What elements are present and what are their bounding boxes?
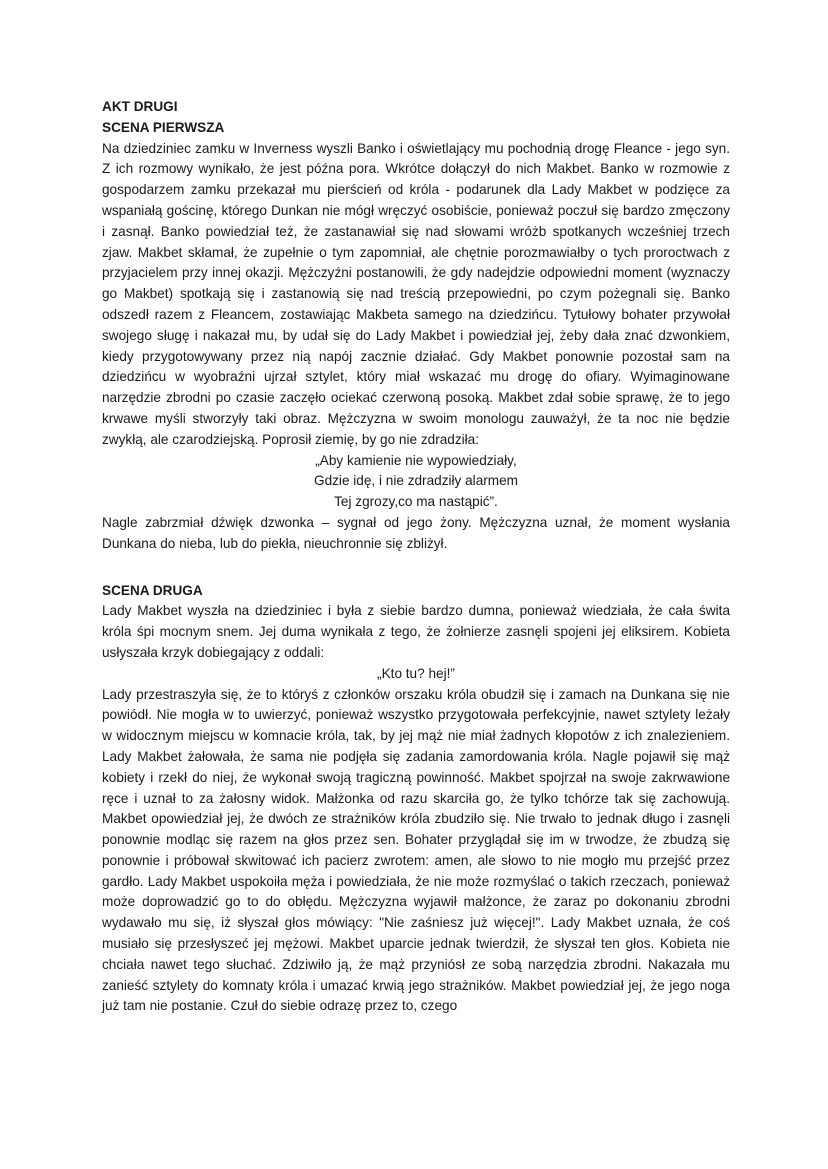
- scene-2-quote: „Kto tu? hej!”: [377, 665, 455, 681]
- scene-2-paragraph-1: Lady Makbet wyszła na dziedziniec i była z siebie bardzo dumna, ponieważ wiedziała, że cała świta króla śpi mocnym snem. Jej duma wynikała z tego, że żołnierze zasnęli spojeni jej eliksirem. Kobieta usłyszała krzyk dobiegający z oddali:: [102, 603, 730, 660]
- scene-1-quote-line-3: Tej zgrozy,co ma nastąpić”.: [334, 494, 498, 510]
- act-title: AKT DRUGI: [102, 99, 178, 114]
- scene-2-title: SCENA DRUGA: [102, 582, 203, 598]
- scene-1-quote-line-1: „Aby kamienie nie wypowiedziały,: [315, 452, 517, 468]
- scene-1-title: SCENA PIERWSZA: [102, 119, 225, 135]
- scene-1-paragraph-1: Na dziedziniec zamku w Inverness wyszli Banko i oświetlający mu pochodnią drogę Fleance - jego syn. Z ich rozmowy wynikało, że jest późna pora. Wkrótce dołączył do nich Makbet. Banko w rozmowie z gospodarzem zamku przekazał mu pierścień od króla - podarunek dla Lady Makbet w podzięce za wspaniałą gościnę, którego Dunkan nie mógł wręczyć osobiście, ponieważ poczuł się bardzo zmęczony i zasnął. Banko powiedział też, że zastanawiał się nad słowami wróżb spotkanych wcześniej trzech zjaw. Makbet skłamał, że zupełnie o tym zapomniał, ale chętnie porozmawiałby o tych proroctwach z przyjacielem przy innej okazji. Mężczyźni postanowili, że gdy nadejdzie odpowiedni moment (wyznaczy go Makbet) spotkają się i zastanowią się nad treścią przepowiedni, po czym pożegnali się. Banko odszedł razem z Fleancem, zostawiając Makbeta samego na dziedzińcu. Tytułowy bohater przywołał swojego sługę i nakazał mu, by udał się do Lady Makbet i powiedział jej, żeby dała znać dzwonkiem, kiedy przygotowywany przez nią napój zacznie działać. Gdy Makbet ponownie pozostał sam na dziedzińcu w wyobraźni ujrzał sztylet, który miał wskazać mu drogę do ofiary. Wyimaginowane narzędzie zbrodni po czasie zaczęło ociekać czerwoną posoką. Makbet zdał sobie sprawę, że to jego krwawe myśli stworzyły taki obraz. Mężczyzna w swoim monologu zauważył, że ta noc nie będzie zwykłą, ale czarodziejską. Poprosił ziemię, by go nie zdradziła:: [102, 140, 730, 447]
- scene-1-paragraph-2: Nagle zabrzmiał dźwięk dzwonka – sygnał od jego żony. Mężczyzna uznał, że moment wysłania Dunkana do nieba, lub do piekła, nieuchronnie się zbliżył.: [102, 514, 730, 551]
- scene-2-paragraph-2: Lady przestraszyła się, że to któryś z członków orszaku króla obudził się i zamach na Dunkana się nie powiódł. Nie mogła w to uwierzyć, ponieważ wszystko przygotowała perfekcyjnie, nawet sztylety leżały w widocznym miejscu w komnacie króla, tak, by jej mąż nie miał żadnych kłopotów z ich znalezieniem. Lady Makbet żałowała, że sama nie podjęła się zadania zamordowania króla. Nagle pojawił się mąż kobiety i rzekł do niej, że wykonał swoją tragiczną powinność. Makbet spojrzał na swoje zakrwawione ręce i uznał to za żałosny widok. Małżonka od razu skarciła go, że tylko tchórze tak się zachowują. Makbet opowiedział jej, że dwóch ze strażników króla zbudziło się. Nie trwało to jednak długo i zasnęli ponownie modląc się razem na głos przez sen. Bohater przyglądał się im w trwodze, że zbudzą się ponownie i próbował skwitować ich pacierz zwrotem: amen, ale słowo to nie mogło mu przejść przez gardło. Lady Makbet uspokoiła męża i powiedziała, że nie może rozmyślać o takich rzeczach, ponieważ może doprowadzić go to do obłędu. Mężczyzna wyjawił małżonce, że zaraz po dokonaniu zbrodni wydawało mu się, iż słyszał głos mówiący: "Nie zaśniesz już więcej!". Lady Makbet uznała, że coś musiało się przesłyszeć jej mężowi. Makbet uparcie jednak twierdził, że słyszał ten głos. Kobieta nie chciała nawet tego słuchać. Zdziwiło ją, że mąż przyniósł ze sobą narzędzia zbrodni. Nakazała mu zanieść sztylety do komnaty króla i umazać krwią jego strażników. Makbet powiedział jej, że jego noga już tam nie postanie. Czuł do siebie odrazę przez to, czego: [102, 686, 730, 1014]
- document-page: [102, 97, 730, 1017]
- section-spacer: [102, 555, 730, 581]
- scene-1-quote-line-2: Gdzie idę, i nie zdradziły alarmem: [314, 473, 518, 489]
